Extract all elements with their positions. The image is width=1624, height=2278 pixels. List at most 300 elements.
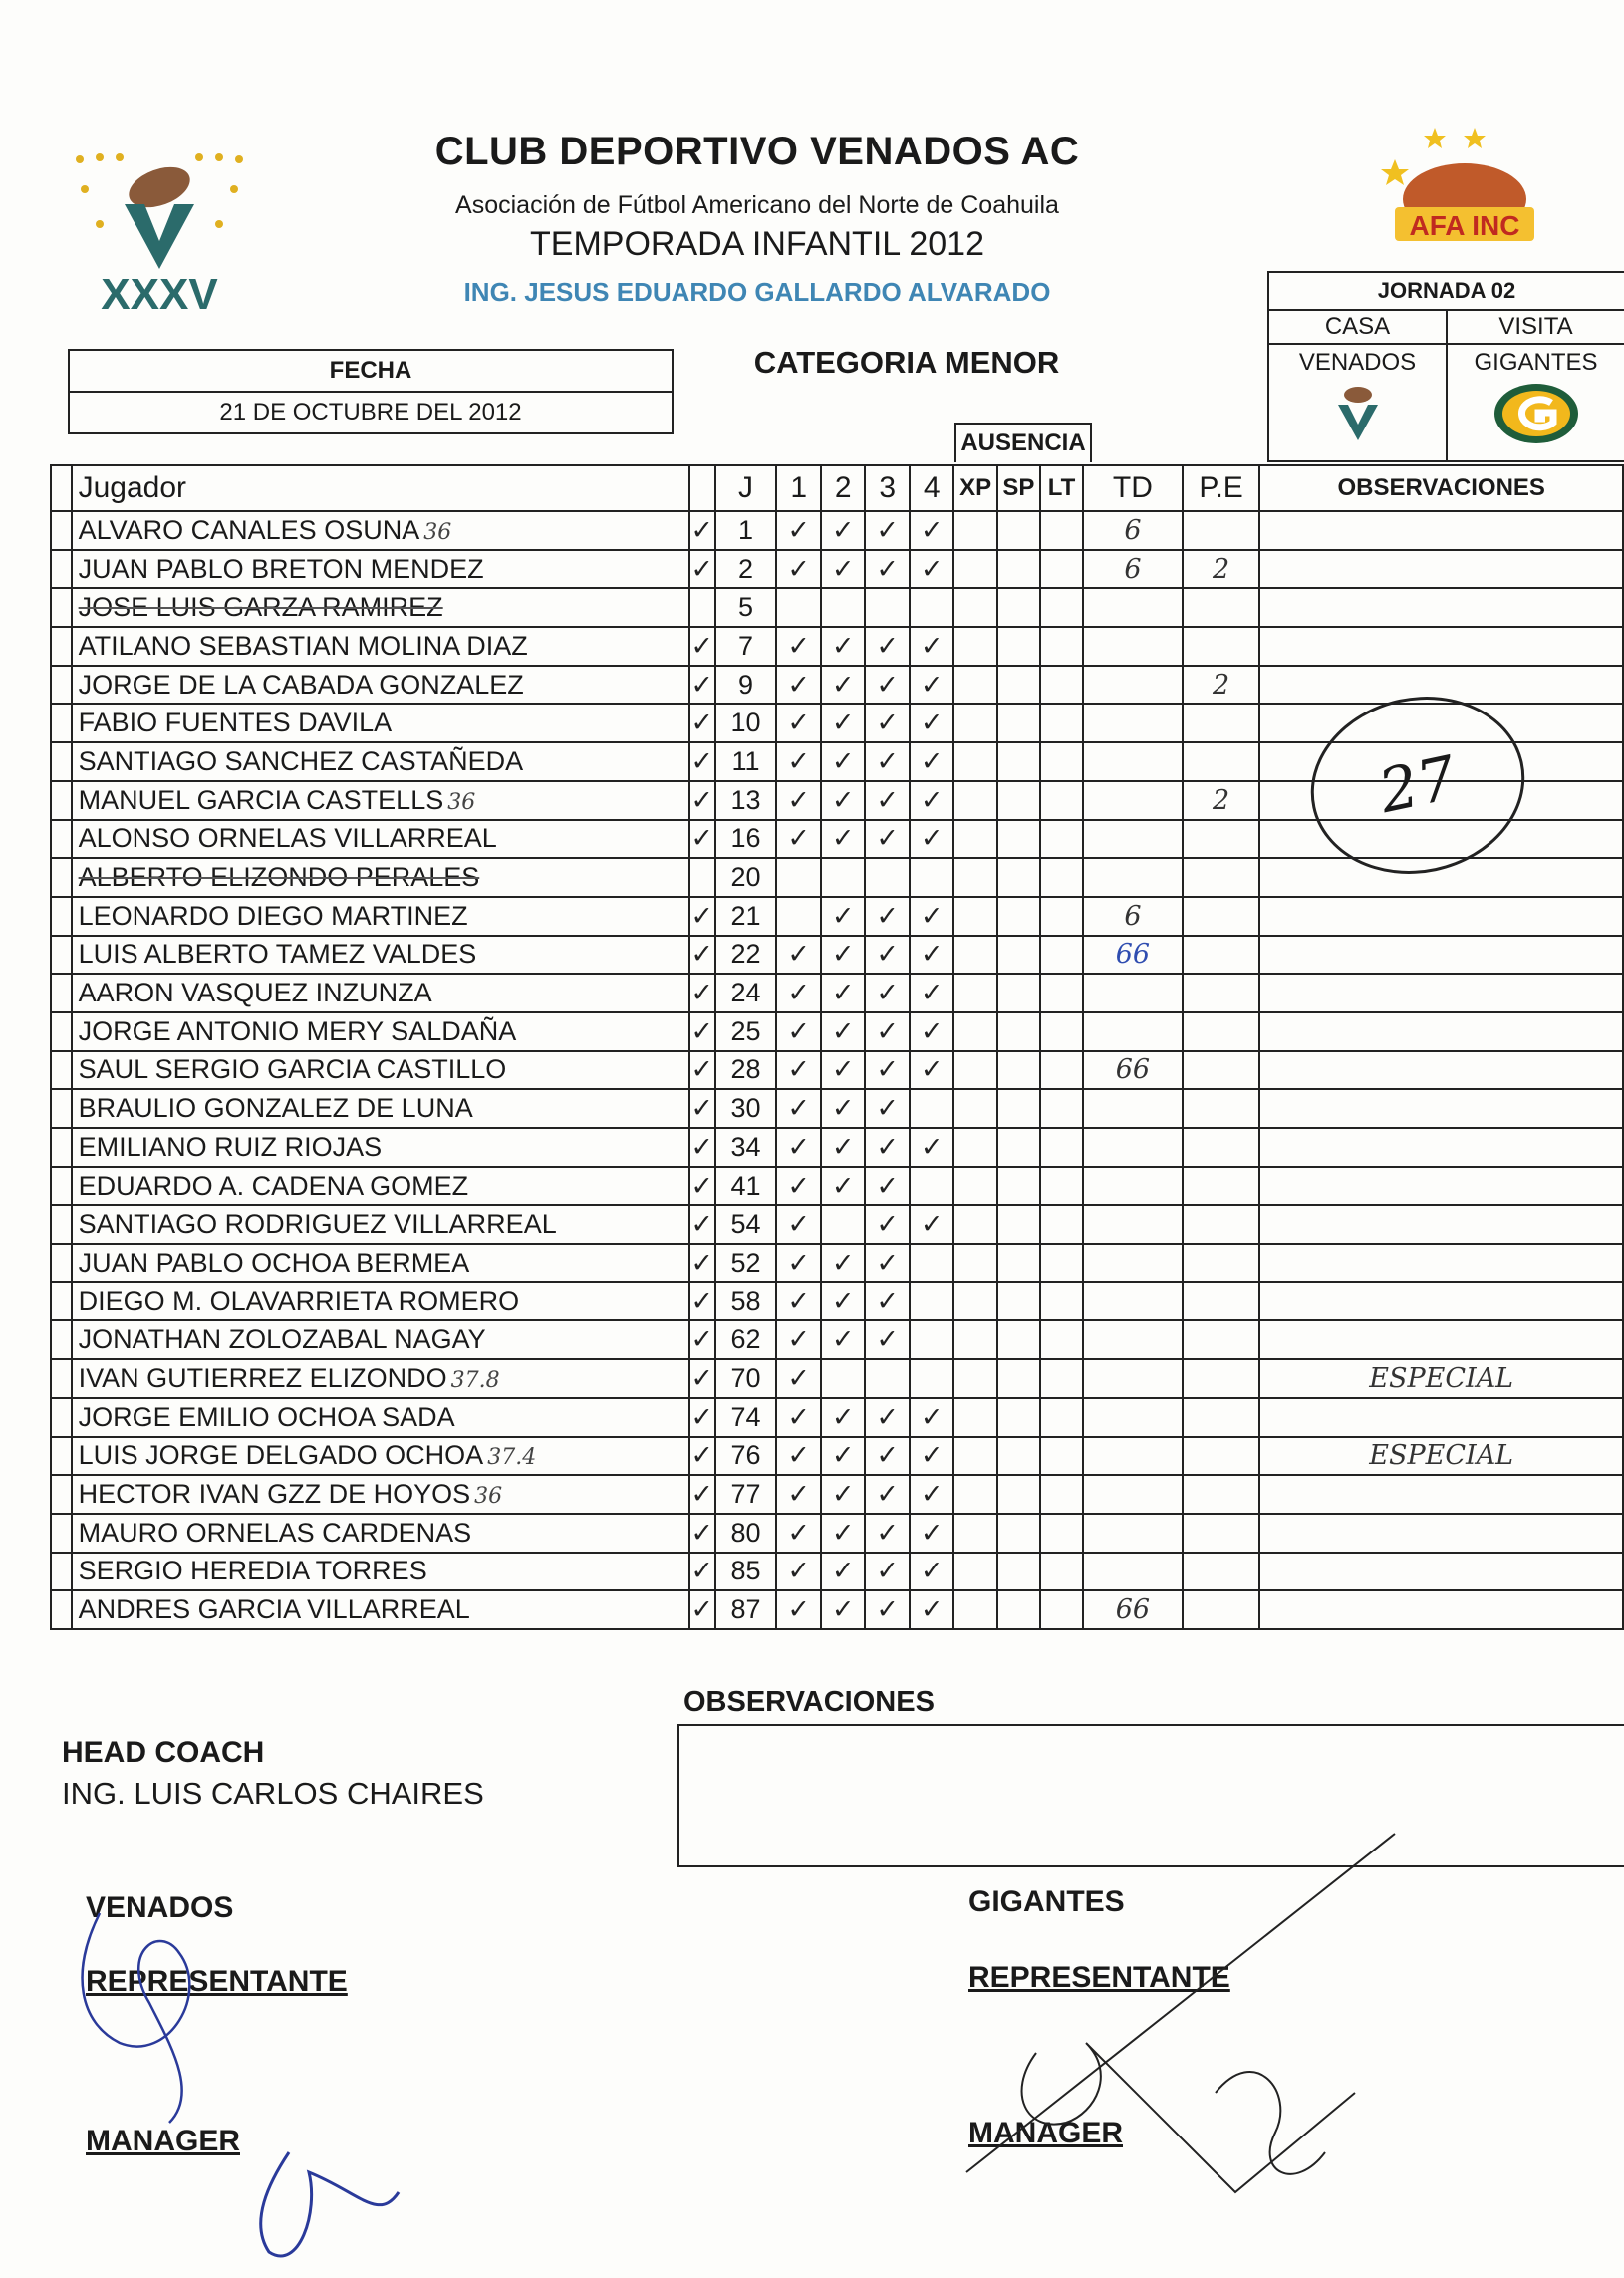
jersey-number: 9 [715, 666, 777, 705]
quarter-4-check: ✓ [910, 781, 954, 820]
quarter-4-check [910, 1167, 954, 1206]
xp-cell [953, 1244, 996, 1282]
sp-cell [997, 627, 1040, 666]
row-margin [51, 974, 72, 1012]
player-name-text: FABIO FUENTES DAVILA [78, 708, 393, 738]
present-check: ✓ [689, 974, 715, 1012]
quarter-4-check: ✓ [910, 704, 954, 742]
quarter-2-check: ✓ [821, 820, 866, 859]
pe-cell [1183, 1590, 1260, 1629]
row-margin [51, 1359, 72, 1398]
player-name-text: AARON VASQUEZ INZUNZA [78, 978, 432, 1008]
xp-cell [953, 742, 996, 781]
quarter-3-check [865, 588, 910, 627]
quarter-4-check: ✓ [910, 1475, 954, 1514]
player-name [72, 1128, 689, 1167]
player-name-text: SERGIO HEREDIA TORRES [78, 1556, 427, 1586]
row-margin [51, 550, 72, 589]
player-row [51, 550, 1623, 589]
lt-cell [1040, 974, 1083, 1012]
player-name-text: JOSE LUIS GARZA RAMIREZ [78, 592, 443, 623]
quarter-1-check: ✓ [776, 1167, 821, 1206]
td-cell: 66 [1083, 936, 1183, 975]
row-margin [51, 936, 72, 975]
quarter-4-check: ✓ [910, 627, 954, 666]
quarter-2-check: ✓ [821, 1590, 866, 1629]
pe-cell [1183, 974, 1260, 1012]
matchday-box [1267, 271, 1624, 462]
xp-cell [953, 897, 996, 936]
quarter-1-check [776, 897, 821, 936]
player-name [72, 1514, 689, 1553]
player-name-text: HECTOR IVAN GZZ DE HOYOS [78, 1479, 471, 1510]
col-q3: 3 [865, 465, 910, 511]
sp-cell [997, 1475, 1040, 1514]
home-team-name: VENADOS [1298, 349, 1417, 376]
td-cell [1083, 1282, 1183, 1321]
quarter-3-check: ✓ [865, 1012, 910, 1051]
player-name-text: JORGE ANTONIO MERY SALDAÑA [78, 1015, 517, 1046]
roster-table [50, 464, 1624, 1630]
observation-cell [1259, 1514, 1623, 1553]
player-row [51, 1359, 1623, 1398]
quarter-4-check: ✓ [910, 550, 954, 589]
row-margin [51, 1475, 72, 1514]
player-row [51, 1437, 1623, 1476]
quarter-2-check: ✓ [821, 1398, 866, 1437]
xp-cell [953, 820, 996, 859]
sp-cell [997, 1089, 1040, 1128]
away-manager-label: MANAGER [968, 2117, 1123, 2149]
present-check: ✓ [689, 1359, 715, 1398]
sp-cell [997, 742, 1040, 781]
pe-cell [1183, 1089, 1260, 1128]
xp-cell [953, 666, 996, 705]
player-name [72, 1475, 689, 1514]
player-row [51, 1012, 1623, 1051]
quarter-4-check: ✓ [910, 1012, 954, 1051]
td-cell [1083, 1359, 1183, 1398]
sp-cell [997, 1205, 1040, 1244]
date-label: FECHA [70, 351, 672, 393]
player-name [72, 820, 689, 859]
present-check [689, 858, 715, 897]
sp-cell [997, 1359, 1040, 1398]
row-margin [51, 511, 72, 550]
xp-cell [953, 858, 996, 897]
row-margin [51, 1514, 72, 1553]
away-label: VISITA [1448, 311, 1624, 345]
present-check: ✓ [689, 1012, 715, 1051]
player-name-text: LUIS JORGE DELGADO OCHOA [78, 1440, 484, 1471]
season-title: TEMPORADA INFANTIL 2012 [530, 225, 984, 263]
td-cell: 6 [1083, 511, 1183, 550]
jersey-number: 28 [715, 1051, 777, 1090]
observation-cell [1259, 897, 1623, 936]
sp-cell [997, 1590, 1040, 1629]
xp-cell [953, 550, 996, 589]
lt-cell [1040, 1205, 1083, 1244]
lt-cell [1040, 627, 1083, 666]
col-pe: P.E [1183, 465, 1260, 511]
quarter-2-check: ✓ [821, 1089, 866, 1128]
observation-cell [1259, 627, 1623, 666]
player-row [51, 1128, 1623, 1167]
jersey-number: 7 [715, 627, 777, 666]
td-cell [1083, 974, 1183, 1012]
quarter-1-check: ✓ [776, 820, 821, 859]
quarter-1-check: ✓ [776, 936, 821, 975]
pe-cell [1183, 1514, 1260, 1553]
td-cell [1083, 1514, 1183, 1553]
row-margin-header [51, 465, 72, 511]
player-name [72, 1320, 689, 1359]
td-cell [1083, 588, 1183, 627]
observation-cell [1259, 588, 1623, 627]
player-row [51, 1320, 1623, 1359]
quarter-3-check: ✓ [865, 511, 910, 550]
quarter-3-check: ✓ [865, 1320, 910, 1359]
sp-cell [997, 897, 1040, 936]
away-team-cell [1448, 311, 1624, 460]
row-margin [51, 1590, 72, 1629]
row-margin [51, 781, 72, 820]
player-row [51, 1167, 1623, 1206]
td-cell [1083, 820, 1183, 859]
jersey-number: 25 [715, 1012, 777, 1051]
quarter-4-check: ✓ [910, 974, 954, 1012]
quarter-4-check: ✓ [910, 897, 954, 936]
col-q2: 2 [821, 465, 866, 511]
quarter-1-check [776, 858, 821, 897]
quarter-2-check: ✓ [821, 936, 866, 975]
td-cell [1083, 858, 1183, 897]
roster-header-row [51, 465, 1623, 511]
jersey-number: 1 [715, 511, 777, 550]
quarter-2-check: ✓ [821, 974, 866, 1012]
quarter-4-check [910, 1244, 954, 1282]
player-row [51, 666, 1623, 705]
jersey-number: 58 [715, 1282, 777, 1321]
lt-cell [1040, 1244, 1083, 1282]
xp-cell [953, 974, 996, 1012]
player-row [51, 1244, 1623, 1282]
present-check: ✓ [689, 1553, 715, 1591]
pe-cell [1183, 1167, 1260, 1206]
jersey-number: 11 [715, 742, 777, 781]
quarter-1-check: ✓ [776, 1475, 821, 1514]
association-name: Asociación de Fútbol Americano del Norte de Coahuila [455, 191, 1059, 219]
present-check: ✓ [689, 627, 715, 666]
col-lt: LT [1040, 465, 1083, 511]
quarter-2-check [821, 588, 866, 627]
present-check [689, 588, 715, 627]
player-name-text: EDUARDO A. CADENA GOMEZ [78, 1170, 469, 1201]
sp-cell [997, 1244, 1040, 1282]
td-cell [1083, 742, 1183, 781]
lt-cell [1040, 1359, 1083, 1398]
row-margin [51, 742, 72, 781]
player-row [51, 1590, 1623, 1629]
pe-cell [1183, 936, 1260, 975]
sp-cell [997, 1514, 1040, 1553]
xp-cell [953, 1398, 996, 1437]
player-name [72, 1398, 689, 1437]
quarter-4-check: ✓ [910, 1398, 954, 1437]
sp-cell [997, 1012, 1040, 1051]
lt-cell [1040, 666, 1083, 705]
away-team-sign-label: GIGANTES [968, 1885, 1125, 1918]
td-cell [1083, 781, 1183, 820]
jersey-number: 76 [715, 1437, 777, 1476]
player-name [72, 781, 689, 820]
quarter-3-check: ✓ [865, 1514, 910, 1553]
pe-cell [1183, 1012, 1260, 1051]
xp-cell [953, 1128, 996, 1167]
quarter-3-check: ✓ [865, 1244, 910, 1282]
away-rep-label: REPRESENTANTE [968, 1961, 1230, 1994]
col-q4: 4 [910, 465, 954, 511]
sp-cell [997, 511, 1040, 550]
lt-cell [1040, 858, 1083, 897]
xp-cell [953, 704, 996, 742]
observation-cell [1259, 1553, 1623, 1591]
td-cell: 66 [1083, 1590, 1183, 1629]
quarter-3-check: ✓ [865, 1205, 910, 1244]
observation-cell [1259, 974, 1623, 1012]
player-note: 36 [474, 1484, 503, 1510]
row-margin [51, 1398, 72, 1437]
quarter-4-check: ✓ [910, 1051, 954, 1090]
quarter-2-check [821, 1359, 866, 1398]
player-name [72, 627, 689, 666]
away-team-logo [1491, 381, 1581, 446]
xp-cell [953, 1012, 996, 1051]
player-name-text: JUAN PABLO BRETON MENDEZ [78, 553, 484, 584]
player-name [72, 1051, 689, 1090]
player-name-text: LUIS ALBERTO TAMEZ VALDES [78, 939, 477, 970]
sp-cell [997, 666, 1040, 705]
present-check: ✓ [689, 550, 715, 589]
player-row [51, 511, 1623, 550]
pe-cell [1183, 588, 1260, 627]
pe-cell [1183, 1320, 1260, 1359]
player-name [72, 1012, 689, 1051]
lt-cell [1040, 1398, 1083, 1437]
player-name-text: DIEGO M. OLAVARRIETA ROMERO [78, 1285, 520, 1316]
present-check: ✓ [689, 1205, 715, 1244]
row-margin [51, 1167, 72, 1206]
player-name [72, 511, 689, 550]
pe-cell [1183, 858, 1260, 897]
pe-cell: 2 [1183, 666, 1260, 705]
quarter-2-check: ✓ [821, 897, 866, 936]
row-margin [51, 704, 72, 742]
row-margin [51, 1128, 72, 1167]
row-margin [51, 666, 72, 705]
xp-cell [953, 1553, 996, 1591]
player-name-text: JONATHAN ZOLOZABAL NAGAY [78, 1324, 486, 1355]
row-margin [51, 1553, 72, 1591]
player-name-text: SANTIAGO SANCHEZ CASTAÑEDA [78, 745, 524, 776]
player-name [72, 666, 689, 705]
quarter-2-check: ✓ [821, 1282, 866, 1321]
col-xp: XP [953, 465, 996, 511]
xp-cell [953, 1205, 996, 1244]
quarter-2-check: ✓ [821, 1128, 866, 1167]
player-row [51, 1205, 1623, 1244]
present-check: ✓ [689, 781, 715, 820]
quarter-2-check: ✓ [821, 666, 866, 705]
quarter-4-check [910, 858, 954, 897]
quarter-4-check: ✓ [910, 511, 954, 550]
player-name-text: IVAN GUTIERREZ ELIZONDO [78, 1362, 447, 1393]
quarter-1-check: ✓ [776, 666, 821, 705]
jersey-number: 41 [715, 1167, 777, 1206]
present-check: ✓ [689, 1514, 715, 1553]
sp-cell [997, 1282, 1040, 1321]
observation-cell: ESPECIAL [1259, 1359, 1623, 1398]
xp-cell [953, 1089, 996, 1128]
quarter-4-check: ✓ [910, 1514, 954, 1553]
observation-cell [1259, 1012, 1623, 1051]
home-team-cell [1269, 311, 1448, 460]
player-row [51, 1553, 1623, 1591]
player-name-text: MAURO ORNELAS CARDENAS [78, 1517, 472, 1548]
quarter-1-check: ✓ [776, 1128, 821, 1167]
quarter-2-check [821, 1205, 866, 1244]
home-manager-label: MANAGER [86, 2125, 240, 2157]
row-margin [51, 1244, 72, 1282]
xp-cell [953, 1320, 996, 1359]
jersey-number: 13 [715, 781, 777, 820]
quarter-4-check: ✓ [910, 1590, 954, 1629]
lt-cell [1040, 1437, 1083, 1476]
quarter-2-check: ✓ [821, 1320, 866, 1359]
present-check: ✓ [689, 1590, 715, 1629]
observations-title: OBSERVACIONES [683, 1686, 935, 1718]
quarter-1-check: ✓ [776, 704, 821, 742]
player-row [51, 974, 1623, 1012]
quarter-3-check: ✓ [865, 974, 910, 1012]
xp-cell [953, 1437, 996, 1476]
td-cell: 6 [1083, 897, 1183, 936]
quarter-2-check: ✓ [821, 550, 866, 589]
pe-cell [1183, 820, 1260, 859]
player-name-text: ALBERTO ELIZONDO PERALES [78, 862, 480, 893]
pe-cell: 2 [1183, 781, 1260, 820]
pe-cell [1183, 1051, 1260, 1090]
jersey-number: 80 [715, 1514, 777, 1553]
lt-cell [1040, 704, 1083, 742]
lt-cell [1040, 1012, 1083, 1051]
td-cell [1083, 1205, 1183, 1244]
away-representative-signature [937, 1794, 1614, 2272]
row-margin [51, 858, 72, 897]
player-name-text: ANDRES GARCIA VILLARREAL [78, 1594, 470, 1625]
player-name [72, 897, 689, 936]
player-row [51, 1514, 1623, 1553]
quarter-3-check [865, 1359, 910, 1398]
quarter-3-check: ✓ [865, 936, 910, 975]
jersey-number: 85 [715, 1553, 777, 1591]
td-cell: 6 [1083, 550, 1183, 589]
player-row [51, 1089, 1623, 1128]
quarter-3-check: ✓ [865, 781, 910, 820]
sp-cell [997, 1051, 1040, 1090]
jersey-number: 24 [715, 974, 777, 1012]
home-representative-signature [60, 1893, 478, 2272]
observation-cell [1259, 1282, 1623, 1321]
player-name [72, 742, 689, 781]
matchday-title: JORNADA 02 [1269, 273, 1624, 311]
roster-body [51, 511, 1623, 1629]
player-name-text: LEONARDO DIEGO MARTINEZ [78, 900, 468, 931]
observation-cell [1259, 511, 1623, 550]
quarter-3-check: ✓ [865, 820, 910, 859]
xp-cell [953, 1514, 996, 1553]
observation-cell [1259, 1051, 1623, 1090]
jersey-number: 20 [715, 858, 777, 897]
td-cell [1083, 1475, 1183, 1514]
home-label: CASA [1269, 311, 1446, 345]
td-cell [1083, 627, 1183, 666]
pe-cell [1183, 511, 1260, 550]
player-name-text: ALVARO CANALES OSUNA [78, 514, 420, 545]
quarter-3-check: ✓ [865, 1398, 910, 1437]
sp-cell [997, 1553, 1040, 1591]
lt-cell [1040, 511, 1083, 550]
pe-cell [1183, 1437, 1260, 1476]
pe-cell [1183, 1398, 1260, 1437]
player-name-text: ATILANO SEBASTIAN MOLINA DIAZ [78, 630, 528, 661]
observation-cell [1259, 1089, 1623, 1128]
quarter-2-check: ✓ [821, 742, 866, 781]
quarter-4-check: ✓ [910, 936, 954, 975]
td-cell [1083, 704, 1183, 742]
player-name-text: MANUEL GARCIA CASTELLS [78, 784, 444, 815]
quarter-2-check: ✓ [821, 1012, 866, 1051]
quarter-4-check: ✓ [910, 666, 954, 705]
quarter-1-check: ✓ [776, 1012, 821, 1051]
home-team-logo [1323, 381, 1393, 450]
pe-cell [1183, 1128, 1260, 1167]
quarter-4-check: ✓ [910, 820, 954, 859]
row-margin [51, 1437, 72, 1476]
quarter-1-check: ✓ [776, 742, 821, 781]
xp-cell [953, 1282, 996, 1321]
quarter-3-check: ✓ [865, 1167, 910, 1206]
player-name [72, 1437, 689, 1476]
col-q1: 1 [776, 465, 821, 511]
observation-cell [1259, 936, 1623, 975]
player-row [51, 1475, 1623, 1514]
xp-cell [953, 1051, 996, 1090]
td-cell [1083, 1089, 1183, 1128]
sp-cell [997, 1398, 1040, 1437]
xp-cell [953, 511, 996, 550]
player-name [72, 1590, 689, 1629]
quarter-2-check: ✓ [821, 1244, 866, 1282]
player-row [51, 1282, 1623, 1321]
present-check: ✓ [689, 1244, 715, 1282]
xp-cell [953, 1167, 996, 1206]
jersey-number: 52 [715, 1244, 777, 1282]
quarter-3-check: ✓ [865, 1437, 910, 1476]
lt-cell [1040, 820, 1083, 859]
td-cell [1083, 1437, 1183, 1476]
row-margin [51, 588, 72, 627]
